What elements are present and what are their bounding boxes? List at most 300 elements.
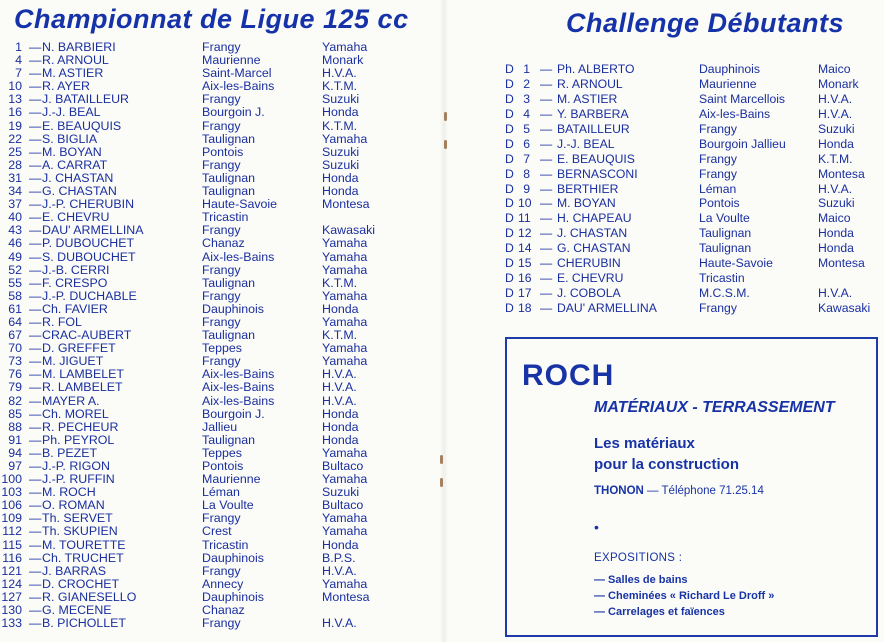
debutant-club: M.C.S.M. [699, 286, 750, 301]
rider-make: Yamaha [322, 314, 368, 329]
rider-row [0, 159, 430, 172]
debutant-make: Maico [818, 62, 851, 76]
rider-row [0, 120, 430, 133]
rider-number: 25 [8, 144, 22, 159]
debutant-dash: — [540, 256, 553, 271]
debutant-prefix: D [505, 76, 514, 91]
debutant-club: Maurienne [699, 76, 757, 91]
debutant-prefix: D [505, 241, 514, 256]
debutant-name: R. ARNOUL [557, 76, 623, 91]
rider-dash: — [29, 432, 42, 447]
rider-name: F. CRESPO [42, 275, 108, 290]
rider-make: Yamaha [322, 524, 368, 539]
rider-club: Taulignan [202, 328, 256, 343]
rider-make: Yamaha [322, 262, 368, 277]
debutant-number: 9 [523, 181, 530, 196]
rider-dash: — [29, 445, 42, 460]
debutant-row [500, 77, 884, 92]
rider-make: Honda [322, 105, 359, 120]
debutant-name: BERNASCONI [557, 166, 638, 181]
debutant-row [500, 256, 884, 271]
debutant-dash: — [540, 241, 553, 256]
rider-dash: — [29, 616, 42, 631]
debutant-prefix: D [505, 166, 514, 181]
rider-name: Th. SKUPIEN [42, 524, 118, 539]
rider-number: 121 [1, 563, 22, 578]
debutant-prefix: D [505, 226, 514, 241]
rider-name: DAU' ARMELLINA [42, 223, 144, 238]
rider-row [0, 106, 430, 119]
debutant-make: Kawasaki [818, 301, 871, 315]
rider-make: H.V.A. [322, 563, 357, 578]
rider-make: Yamaha [322, 249, 368, 264]
rider-dash: — [29, 459, 42, 473]
rider-row [0, 539, 430, 552]
rider-number: 67 [8, 328, 22, 343]
rider-name: E. CHEVRU [42, 210, 110, 225]
debutant-club: Pontois [699, 196, 740, 211]
debutant-make: Suzuki [818, 121, 855, 136]
debutant-dash: — [540, 226, 553, 241]
rider-club: Dauphinois [202, 301, 264, 316]
rider-make: H.V.A. [322, 380, 357, 395]
rider-name: E. BEAUQUIS [42, 118, 122, 133]
rider-make: Montesa [322, 589, 370, 604]
rider-name: B. PICHOLLET [42, 616, 127, 631]
rider-name: M. LAMBELET [42, 367, 124, 382]
rider-row [0, 421, 430, 434]
rider-row [0, 146, 430, 159]
debutant-row [500, 137, 884, 152]
rider-dash: — [29, 144, 42, 159]
rider-row [0, 290, 430, 303]
rider-number: 64 [8, 314, 22, 329]
rider-name: N. BARBIERI [42, 40, 116, 54]
debutant-number: 12 [518, 226, 532, 241]
debutant-dash: — [540, 151, 553, 166]
rider-number: 7 [15, 66, 22, 81]
rider-number: 73 [8, 354, 22, 369]
paper-stain [444, 112, 447, 121]
rider-dash: — [29, 406, 42, 421]
rider-dash: — [29, 79, 42, 94]
rider-number: 49 [8, 249, 22, 264]
rider-dash: — [29, 210, 42, 225]
ad-bullet: • [594, 519, 599, 535]
debutant-club: Léman [699, 181, 737, 196]
rider-number: 34 [8, 184, 22, 199]
rider-name: R. PECHEUR [42, 419, 119, 434]
rider-row [0, 434, 430, 447]
debutant-dash: — [540, 301, 553, 315]
debutant-row [500, 241, 884, 256]
rider-dash: — [29, 301, 42, 316]
ad-expo-item: — Carrelages et faïences [594, 606, 725, 618]
rider-number: 1 [15, 40, 22, 54]
rider-number: 40 [8, 210, 22, 225]
rider-club: Bourgoin J. [202, 105, 265, 120]
rider-number: 28 [8, 157, 22, 172]
rider-number: 31 [8, 170, 22, 185]
page-fold [440, 0, 448, 642]
debutant-number: 18 [518, 301, 532, 315]
rider-number: 130 [1, 603, 22, 618]
rider-number: 19 [8, 118, 22, 133]
debutant-make: Honda [818, 136, 854, 151]
debutant-prefix: D [505, 286, 514, 301]
rider-name: J. BARRAS [42, 563, 107, 578]
debutant-row [500, 182, 884, 197]
rider-number: 88 [8, 419, 22, 434]
rider-club: Saint-Marcel [202, 66, 272, 81]
rider-club: Bourgoin J. [202, 406, 265, 421]
debutant-name: M. ASTIER [557, 91, 618, 106]
debutant-make: H.V.A. [818, 91, 853, 106]
debutant-dash: — [540, 196, 553, 211]
debutant-name: H. CHAPEAU [557, 211, 632, 226]
rider-number: 4 [15, 53, 22, 68]
debutant-name: E. BEAUQUIS [557, 151, 635, 166]
rider-club: Frangy [202, 314, 241, 329]
ad-headline-line: pour la construction [594, 456, 740, 473]
rider-number: 100 [1, 472, 22, 487]
debutant-prefix: D [505, 121, 514, 136]
rider-number: 133 [1, 616, 22, 631]
rider-name: J.-P. DUCHABLE [42, 288, 137, 303]
rider-name: J.-P. RIGON [42, 459, 110, 473]
challenge-title: Challenge Débutants [566, 8, 845, 38]
rider-name: J.-P. CHERUBIN [42, 197, 135, 212]
rider-dash: — [29, 485, 42, 500]
rider-club: Annecy [202, 576, 244, 591]
rider-name: J.-P. RUFFIN [42, 472, 115, 487]
debutant-club: Aix-les-Bains [699, 106, 771, 121]
rider-number: 55 [8, 275, 22, 290]
rider-club: Teppes [202, 445, 242, 460]
debutant-name: J. COBOLA [557, 286, 621, 301]
debutant-prefix: D [505, 271, 514, 286]
rider-number: 116 [2, 550, 22, 565]
rider-dash: — [29, 131, 42, 146]
rider-make: Yamaha [322, 131, 368, 146]
debutant-number: 5 [523, 121, 530, 136]
debutant-row [500, 286, 884, 301]
debutant-dash: — [540, 106, 553, 121]
rider-make: Honda [322, 419, 359, 434]
debutant-row [500, 167, 884, 182]
rider-club: Taulignan [202, 131, 256, 146]
rider-name: M. ASTIER [42, 66, 104, 81]
debutant-row [500, 271, 884, 286]
rider-make: Montesa [322, 197, 370, 212]
rider-dash: — [29, 576, 42, 591]
rider-number: 16 [8, 105, 22, 120]
rider-club: Teppes [202, 341, 242, 356]
debutant-number: 16 [518, 271, 532, 286]
debutant-name: BERTHIER [557, 181, 619, 196]
rider-make: H.V.A. [322, 66, 357, 81]
debutant-club: Tricastin [699, 271, 745, 286]
debutant-dash: — [540, 136, 553, 151]
rider-number: 109 [1, 511, 22, 526]
rider-number: 58 [8, 288, 22, 303]
debutant-prefix: D [505, 136, 514, 151]
debutant-name: Y. BARBERA [557, 106, 629, 121]
debutant-name: BATAILLEUR [557, 121, 630, 136]
debutant-make: Montesa [818, 256, 865, 271]
rider-name: CRAC-AUBERT [42, 328, 132, 343]
rider-dash: — [29, 498, 42, 513]
debutant-make: H.V.A. [818, 181, 853, 196]
rider-name: M. TOURETTE [42, 537, 126, 552]
rider-make: K.T.M. [322, 328, 358, 343]
rider-number: 76 [8, 367, 22, 382]
rider-make: K.T.M. [322, 275, 358, 290]
debutant-prefix: D [505, 91, 514, 106]
debutant-make: H.V.A. [818, 286, 853, 301]
rider-row [0, 251, 430, 264]
rider-make: Suzuki [322, 92, 360, 107]
debutant-row [500, 196, 884, 211]
rider-dash: — [29, 563, 42, 578]
rider-name: G. MECENE [42, 603, 112, 618]
debutant-club: Taulignan [699, 241, 752, 256]
debutant-prefix: D [505, 181, 514, 196]
debutant-name: J. CHASTAN [557, 226, 628, 241]
rider-number: 106 [1, 498, 22, 513]
rider-make: Bultaco [322, 498, 364, 513]
rider-dash: — [29, 223, 42, 238]
ad-contact [594, 485, 764, 497]
rider-number: 112 [2, 524, 22, 539]
rider-number: 13 [8, 92, 22, 107]
rider-make: Honda [322, 301, 359, 316]
rider-make: Suzuki [322, 485, 360, 500]
rider-number: 52 [8, 262, 22, 277]
debutant-make: H.V.A. [818, 106, 853, 121]
debutant-prefix: D [505, 151, 514, 166]
rider-make: B.P.S. [322, 550, 356, 565]
debutant-number: 14 [518, 241, 532, 256]
rider-club: Taulignan [202, 275, 256, 290]
rider-name: O. ROMAN [42, 498, 105, 513]
rider-number: 124 [1, 576, 22, 591]
rider-club: Taulignan [202, 170, 256, 185]
rider-dash: — [29, 236, 42, 251]
debutant-number: 4 [523, 106, 530, 121]
rider-club: Jallieu [202, 419, 238, 434]
rider-make: Honda [322, 170, 359, 185]
rider-row [0, 237, 430, 250]
rider-club: Frangy [202, 92, 241, 107]
rider-dash: — [29, 170, 42, 185]
rider-name: R. AYER [42, 79, 90, 94]
rider-dash: — [29, 262, 42, 277]
rider-dash: — [29, 184, 42, 199]
rider-row [0, 133, 430, 146]
debutant-dash: — [540, 286, 553, 301]
rider-dash: — [29, 419, 42, 434]
rider-dash: — [29, 275, 42, 290]
rider-club: Aix-les-Bains [202, 79, 275, 94]
debutant-dash: — [540, 271, 553, 286]
rider-make: K.T.M. [322, 79, 358, 94]
debutant-make: Maico [818, 211, 851, 226]
rider-dash: — [29, 537, 42, 552]
rider-make: H.V.A. [322, 616, 357, 631]
rider-make: Yamaha [322, 288, 368, 303]
rider-dash: — [29, 393, 42, 408]
rider-make: Honda [322, 184, 359, 199]
rider-dash: — [29, 105, 42, 120]
rider-number: 61 [8, 301, 22, 316]
debutant-number: 8 [523, 166, 530, 181]
rider-club: Chanaz [202, 603, 245, 618]
debutant-number: 7 [523, 151, 530, 166]
rider-club: Taulignan [202, 432, 256, 447]
rider-number: 70 [8, 341, 22, 356]
rider-dash: — [29, 367, 42, 382]
rider-dash: — [29, 53, 42, 68]
rider-club: Frangy [202, 118, 241, 133]
rider-name: S. BIGLIA [42, 131, 98, 146]
rider-name: J. BATAILLEUR [42, 92, 129, 107]
rider-number: 37 [8, 197, 22, 212]
debutant-row [500, 62, 884, 77]
rider-dash: — [29, 589, 42, 604]
debutant-row [500, 211, 884, 226]
ad-tagline: MATÉRIAUX - TERRASSEMENT [594, 399, 835, 416]
rider-dash: — [29, 511, 42, 526]
rider-dash: — [29, 354, 42, 369]
rider-name: M. JIGUET [42, 354, 104, 369]
rider-name: M. ROCH [42, 485, 96, 500]
rider-club: Tricastin [202, 210, 249, 225]
rider-make: Honda [322, 432, 359, 447]
debutant-number: 10 [518, 196, 532, 211]
debutant-club: Frangy [699, 151, 737, 166]
rider-club: Frangy [202, 616, 241, 631]
debutant-row [500, 226, 884, 241]
rider-dash: — [29, 118, 42, 133]
debutant-club: Saint Marcellois [699, 91, 786, 106]
rider-dash: — [29, 157, 42, 172]
rider-make: Yamaha [322, 576, 368, 591]
ad-phone: — Téléphone 71.25.14 [647, 485, 764, 497]
rider-club: Tricastin [202, 537, 249, 552]
rider-make: Kawasaki [322, 223, 376, 238]
debutant-make: Honda [818, 241, 854, 256]
rider-name: M. BOYAN [42, 144, 102, 159]
rider-make: Yamaha [322, 445, 368, 460]
rider-dash: — [29, 92, 42, 107]
paper-stain [440, 455, 443, 464]
debutant-dash: — [540, 91, 553, 106]
rider-club: Pontois [202, 459, 244, 473]
rider-number: 22 [8, 131, 22, 146]
debutant-name: DAU' ARMELLINA [557, 301, 657, 315]
rider-name: J. CHASTAN [42, 170, 114, 185]
debutant-number: 11 [518, 211, 531, 226]
rider-make: Yamaha [322, 236, 368, 251]
rider-make: Yamaha [322, 354, 368, 369]
roch-advertisement [505, 337, 878, 637]
ad-expo-item: — Salles de bains [594, 574, 688, 586]
debutant-number: 15 [518, 256, 532, 271]
rider-name: D. CROCHET [42, 576, 120, 591]
debutant-dash: — [540, 76, 553, 91]
rider-row [0, 303, 430, 316]
rider-club: Taulignan [202, 184, 256, 199]
rider-dash: — [29, 341, 42, 356]
rider-club: Frangy [202, 223, 241, 238]
rider-name: MAYER A. [42, 393, 100, 408]
ad-expo-items [594, 572, 774, 620]
rider-row [0, 395, 430, 408]
rider-number: 115 [2, 537, 22, 552]
rider-number: 79 [8, 380, 22, 395]
debutant-club: Haute-Savoie [699, 256, 773, 271]
rider-make: K.T.M. [322, 118, 358, 133]
rider-row [0, 264, 430, 277]
rider-name: R. FOL [42, 314, 82, 329]
debutant-name: J.-J. BEAL [557, 136, 615, 151]
rider-name: J.-J. BEAL [42, 105, 101, 120]
championnat-title: Championnat de Ligue 125 cc [14, 4, 409, 34]
rider-dash: — [29, 524, 42, 539]
debutant-prefix: D [505, 211, 514, 226]
rider-club: Frangy [202, 563, 241, 578]
rider-make: Suzuki [322, 144, 360, 159]
ad-headline-line: Les matériaux [594, 435, 695, 452]
rider-club: Pontois [202, 144, 244, 159]
rider-club: Haute-Savoie [202, 197, 278, 212]
debutant-name: M. BOYAN [557, 196, 616, 211]
rider-make: Suzuki [322, 157, 360, 172]
rider-club: Maurienne [202, 53, 261, 68]
ad-headline [594, 433, 739, 475]
debutant-prefix: D [505, 62, 514, 76]
rider-dash: — [29, 66, 42, 81]
debutant-make: Honda [818, 226, 854, 241]
rider-club: Frangy [202, 262, 241, 277]
rider-row [0, 565, 430, 578]
rider-name: A. CARRAT [42, 157, 108, 172]
rider-row [0, 408, 430, 421]
rider-name: Ch. MOREL [42, 406, 109, 421]
rider-club: Aix-les-Bains [202, 367, 275, 382]
rider-club: Léman [202, 485, 240, 500]
rider-name: D. GREFFET [42, 341, 116, 356]
rider-make: Yamaha [322, 511, 368, 526]
rider-row [0, 617, 430, 630]
rider-number: 82 [8, 393, 22, 408]
rider-club: Chanaz [202, 236, 245, 251]
ad-brand: ROCH [522, 359, 615, 392]
rider-number: 94 [8, 445, 22, 460]
paper-stain [444, 140, 447, 149]
debutant-row [500, 122, 884, 137]
debutant-make: Montesa [818, 166, 865, 181]
rider-club: Frangy [202, 354, 241, 369]
rider-number: 103 [1, 485, 22, 500]
rider-dash: — [29, 380, 42, 395]
debutant-club: Taulignan [699, 226, 752, 241]
rider-name: P. DUBOUCHET [42, 236, 135, 251]
rider-name: Th. SERVET [42, 511, 113, 526]
rider-dash: — [29, 603, 42, 618]
debutant-number: 17 [518, 286, 532, 301]
